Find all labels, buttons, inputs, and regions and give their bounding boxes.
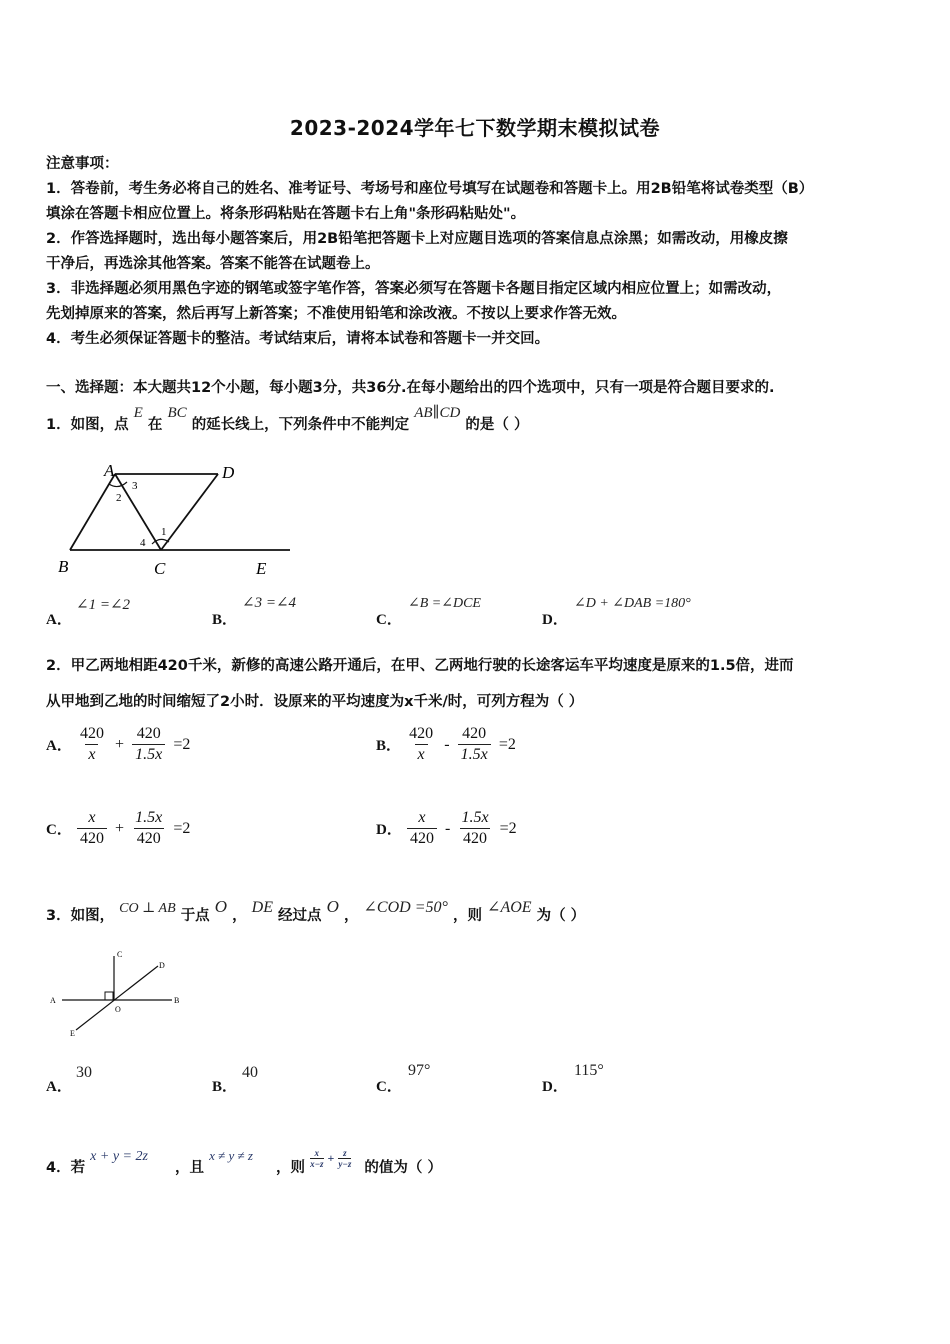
question-1-options — [46, 595, 916, 628]
label-b: B — [58, 557, 69, 576]
page-title: 2023-2024学年七下数学期末模拟试卷 — [289, 116, 661, 140]
angle-label-1: 1 — [161, 526, 167, 538]
segment-cd — [161, 474, 218, 550]
angle-label-2: 2 — [116, 492, 122, 504]
label-b: B — [174, 996, 180, 1005]
question-3-stem: 3．如图， CO ⊥ AB 于点 O ， DE 经过点 O ， ∠COD =50° ，则 ∠AOE 为（ ） — [46, 897, 586, 924]
question-3-options — [46, 1060, 916, 1095]
section-heading: 一、选择题：本大题共12个小题，每小题3分，共36分.在每小题给出的四个选项中，只有一项是符合题目要求的. — [46, 380, 775, 396]
label-c: C — [117, 950, 123, 959]
option-b-label[interactable]: B． — [212, 1079, 238, 1095]
option-c-label[interactable]: C． — [376, 612, 402, 628]
notice-line-2: 填涂在答题卡相应位置上。将条形码粘贴在答题卡右上角"条形码粘贴处"。 — [46, 206, 526, 222]
notice-line-3: 2．作答选择题时，选出每小题答案后，用2B铅笔把答题卡上对应题目选项的答案信息点涂黑；如需改动，用橡皮擦 — [46, 231, 788, 247]
question-1-stem: 1．如图，点 E 在 BC 的延长线上，下列条件中不能判定 AB∥CD 的是（ ） — [46, 405, 529, 433]
angle-label-3: 3 — [132, 480, 138, 492]
notice-line-5: 3．非选择题必须用黑色字迹的钢笔或签字笔作答，答案必须写在答题卡各题目指定区域内相应位置上；如需改动， — [46, 281, 782, 297]
option-a-label[interactable]: A． — [46, 1079, 72, 1095]
option-d-text[interactable]: ∠D + ∠DAB =180° — [574, 596, 691, 611]
label-a: A — [104, 461, 115, 480]
question-2-option-b[interactable]: B． $\frac{420}{x}$ - $\frac{420}{1.5x}$ =2 — [376, 725, 516, 763]
question-2-option-d[interactable]: D． $\frac{x}{420}$ - $\frac{1.5x}{420}$ =2 — [376, 809, 517, 847]
angle-label-4: 4 — [140, 537, 146, 549]
notice-line-7: 4．考生必须保证答题卡的整洁。考试结束后，请将本试卷和答题卡一并交回。 — [46, 331, 550, 347]
label-a: A — [50, 996, 56, 1005]
expression: $\frac{x}{x-z}$ + $\frac{z}{y-z}$ — [310, 1148, 352, 1169]
option-b-label[interactable]: B． — [212, 612, 238, 628]
option-d-label[interactable]: D． — [542, 1079, 568, 1095]
option-d-label[interactable]: D． — [542, 612, 568, 628]
option-b-text[interactable]: 40 — [242, 1064, 258, 1081]
line-de — [76, 966, 158, 1030]
question-2-line-1: 2．甲乙两地相距420千米，新修的高速公路开通后，在甲、乙两地行驶的长途客运车平均速度是原来的1.5倍，进而 — [46, 658, 794, 674]
segment-ab — [70, 474, 115, 550]
notice-line-1: 1．答卷前，考生务必将自己的姓名、准考证号、考场号和座位号填写在试题卷和答题卡上。用2B铅笔将试卷类型（B） — [46, 181, 814, 197]
label-d: D — [159, 961, 165, 970]
question-2-line-2: 从甲地到乙地的时间缩短了2小时．设原来的平均速度为x千米/时，可列方程为（ ） — [46, 694, 584, 710]
option-a-text[interactable]: 30 — [76, 1064, 92, 1081]
label-o: O — [115, 1005, 121, 1014]
option-a-text[interactable]: ∠1 =∠2 — [76, 597, 131, 613]
label-d: D — [222, 463, 235, 482]
label-e: E — [70, 1029, 75, 1038]
option-a-label[interactable]: A． — [46, 612, 72, 628]
option-c-label[interactable]: C． — [376, 1079, 402, 1095]
question-1-figure — [48, 456, 298, 581]
option-c-text[interactable]: ∠B =∠DCE — [408, 596, 481, 611]
question-4-stem: 4．若 x + y = 2z ，且 x ≠ y ≠ z ，则 $\frac{x}{x-z}$ + $\frac{z}{y-z}$ 的值为（ ） — [46, 1148, 442, 1176]
question-2-option-c[interactable]: C． $\frac{x}{420}$ + $\frac{1.5x}{420}$ =2 — [46, 809, 191, 847]
option-c-text[interactable]: 97° — [408, 1062, 431, 1079]
question-2-option-a[interactable]: A． $\frac{420}{x}$ + $\frac{420}{1.5x}$ =2 — [46, 725, 191, 763]
question-3-figure — [48, 946, 188, 1040]
label-c: C — [154, 559, 166, 578]
notice-line-4: 干净后，再选涂其他答案。答案不能答在试题卷上。 — [46, 256, 380, 272]
notice-heading: 注意事项： — [46, 156, 119, 172]
angle-arc-a — [109, 482, 127, 487]
label-e: E — [256, 559, 267, 578]
option-d-text[interactable]: 115° — [574, 1062, 604, 1079]
option-b-text[interactable]: ∠3 =∠4 — [242, 595, 297, 611]
right-angle-mark — [105, 992, 113, 1000]
notice-line-6: 先划掉原来的答案，然后再写上新答案；不准使用铅笔和涂改液。不按以上要求作答无效。 — [46, 306, 626, 322]
